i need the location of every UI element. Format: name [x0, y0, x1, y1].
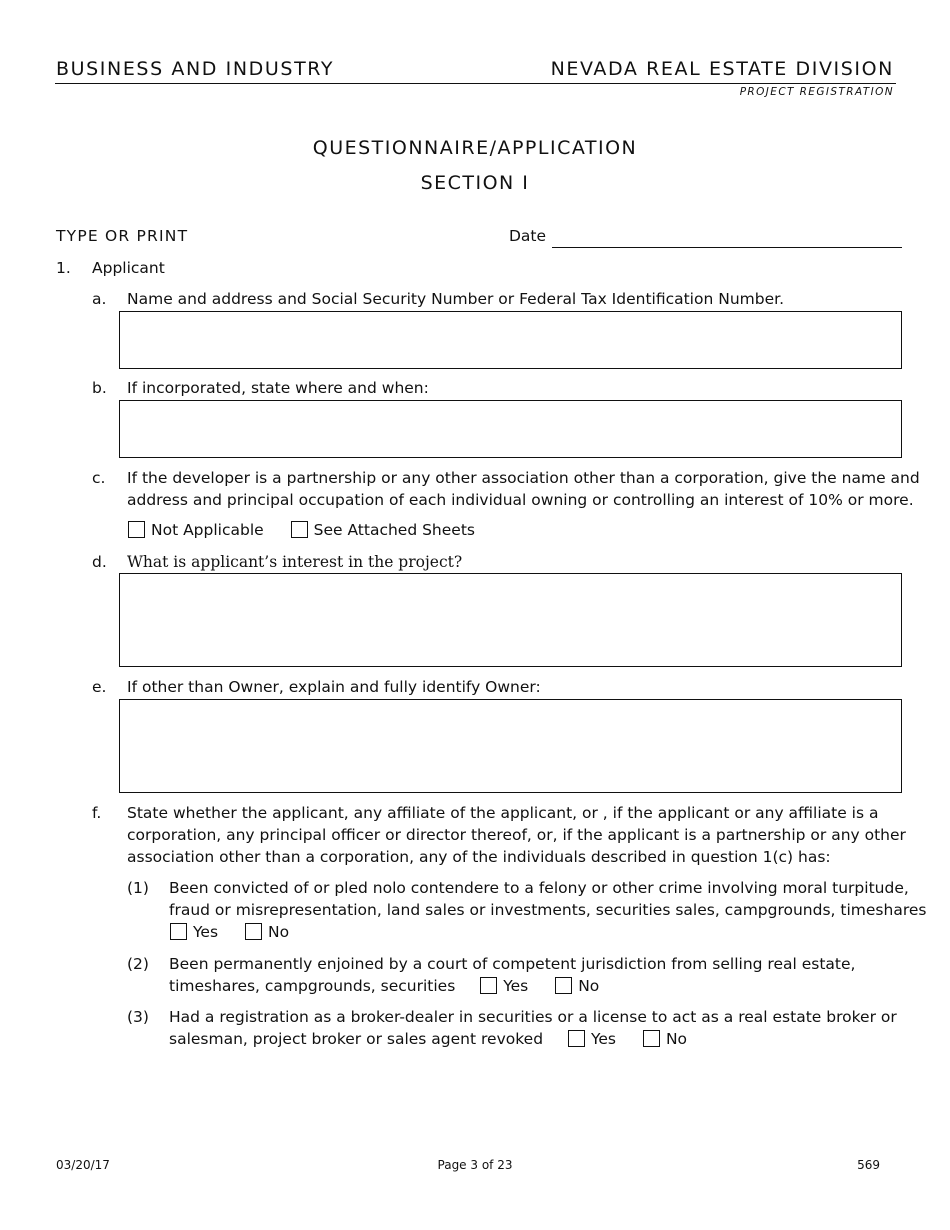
not-applicable-checkbox[interactable] [128, 521, 145, 538]
item-a-text: Name and address and Social Security Number or Federal Tax Identification Number. [127, 290, 784, 308]
subitem-3-line2-row [169, 1030, 687, 1048]
item-b-input-box[interactable] [119, 400, 902, 458]
see-attached-checkbox[interactable] [291, 521, 308, 538]
item-d-letter: d. [92, 553, 107, 571]
item-e-letter: e. [92, 678, 107, 696]
subitem-1-no-label: No [267, 923, 290, 941]
subitem-3-yes-label: Yes [590, 1030, 616, 1048]
item-a-letter: a. [92, 290, 107, 308]
subitem-1-no-checkbox[interactable] [245, 923, 262, 940]
subitem-3-line1: Had a registration as a broker-dealer in securities or a license to act as a real estate broker or [169, 1008, 897, 1026]
item-a-input-box[interactable] [119, 311, 902, 369]
item-f-text-line1: State whether the applicant, any affiliate of the applicant, or , if the applicant or any affiliate is a [127, 804, 879, 822]
not-applicable-label: Not Applicable [151, 521, 264, 539]
item-c-options [128, 521, 475, 539]
footer-date: 03/20/17 [56, 1158, 110, 1172]
item-b-letter: b. [92, 379, 107, 397]
subitem-3-number: (3) [127, 1008, 149, 1026]
question-number: 1. [56, 259, 71, 277]
header-divider [55, 83, 896, 84]
item-f-letter: f. [92, 804, 102, 822]
item-d-input-box[interactable] [119, 573, 902, 667]
subitem-2-line2-row [169, 977, 599, 995]
subitem-1-line1: Been convicted of or pled nolo contendere to a felony or other crime involving moral turpitude, [169, 879, 909, 897]
question-label: Applicant [92, 259, 165, 277]
header-subtitle: PROJECT REGISTRATION [739, 86, 894, 98]
header-right-title: NEVADA REAL ESTATE DIVISION [550, 58, 894, 80]
header-left-title: BUSINESS AND INDUSTRY [56, 58, 335, 80]
form-title: QUESTIONNAIRE/APPLICATION [312, 137, 638, 159]
footer-page-number: Page 3 of 23 [437, 1158, 513, 1172]
subitem-1-line2: fraud or misrepresentation, land sales or investments, securities sales, campgrounds, timeshares [169, 901, 927, 919]
subitem-2-number: (2) [127, 955, 149, 973]
item-c-text-line2: address and principal occupation of each individual owning or controlling an interest of 10% or more. [127, 491, 914, 509]
subitem-1-yes-label: Yes [193, 923, 219, 941]
item-b-text: If incorporated, state where and when: [127, 379, 429, 397]
item-e-input-box[interactable] [119, 699, 902, 793]
section-title: SECTION I [420, 172, 530, 194]
footer-form-code: 569 [857, 1158, 880, 1172]
subitem-3-line2: salesman, project broker or sales agent revoked [169, 1030, 544, 1048]
date-field[interactable] [552, 247, 902, 248]
subitem-2-yes-label: Yes [503, 977, 529, 995]
date-label: Date [509, 227, 547, 245]
subitem-2-yes-checkbox[interactable] [480, 977, 497, 994]
subitem-2-line2: timeshares, campgrounds, securities [169, 977, 456, 995]
see-attached-label: See Attached Sheets [313, 521, 475, 539]
subitem-1-yes-checkbox[interactable] [170, 923, 187, 940]
subitem-2-no-label: No [578, 977, 600, 995]
subitem-2-line1: Been permanently enjoined by a court of competent jurisdiction from selling real estate, [169, 955, 856, 973]
type-or-print-label: TYPE OR PRINT [56, 227, 189, 245]
subitem-1-options [170, 923, 289, 941]
subitem-1-number: (1) [127, 879, 149, 897]
item-c-letter: c. [92, 469, 106, 487]
item-f-text-line3: association other than a corporation, any of the individuals described in question 1(c) has: [127, 848, 831, 866]
item-c-text-line1: If the developer is a partnership or any other association other than a corporation, give the name and [127, 469, 920, 487]
subitem-2-no-checkbox[interactable] [555, 977, 572, 994]
item-f-text-line2: corporation, any principal officer or director thereof, or, if the applicant is a partnership or any other [127, 826, 906, 844]
subitem-3-yes-checkbox[interactable] [568, 1030, 585, 1047]
subitem-3-no-label: No [665, 1030, 688, 1048]
subitem-3-no-checkbox[interactable] [643, 1030, 660, 1047]
item-d-text: What is applicant’s interest in the project? [127, 553, 463, 571]
item-e-text: If other than Owner, explain and fully identify Owner: [127, 678, 541, 696]
